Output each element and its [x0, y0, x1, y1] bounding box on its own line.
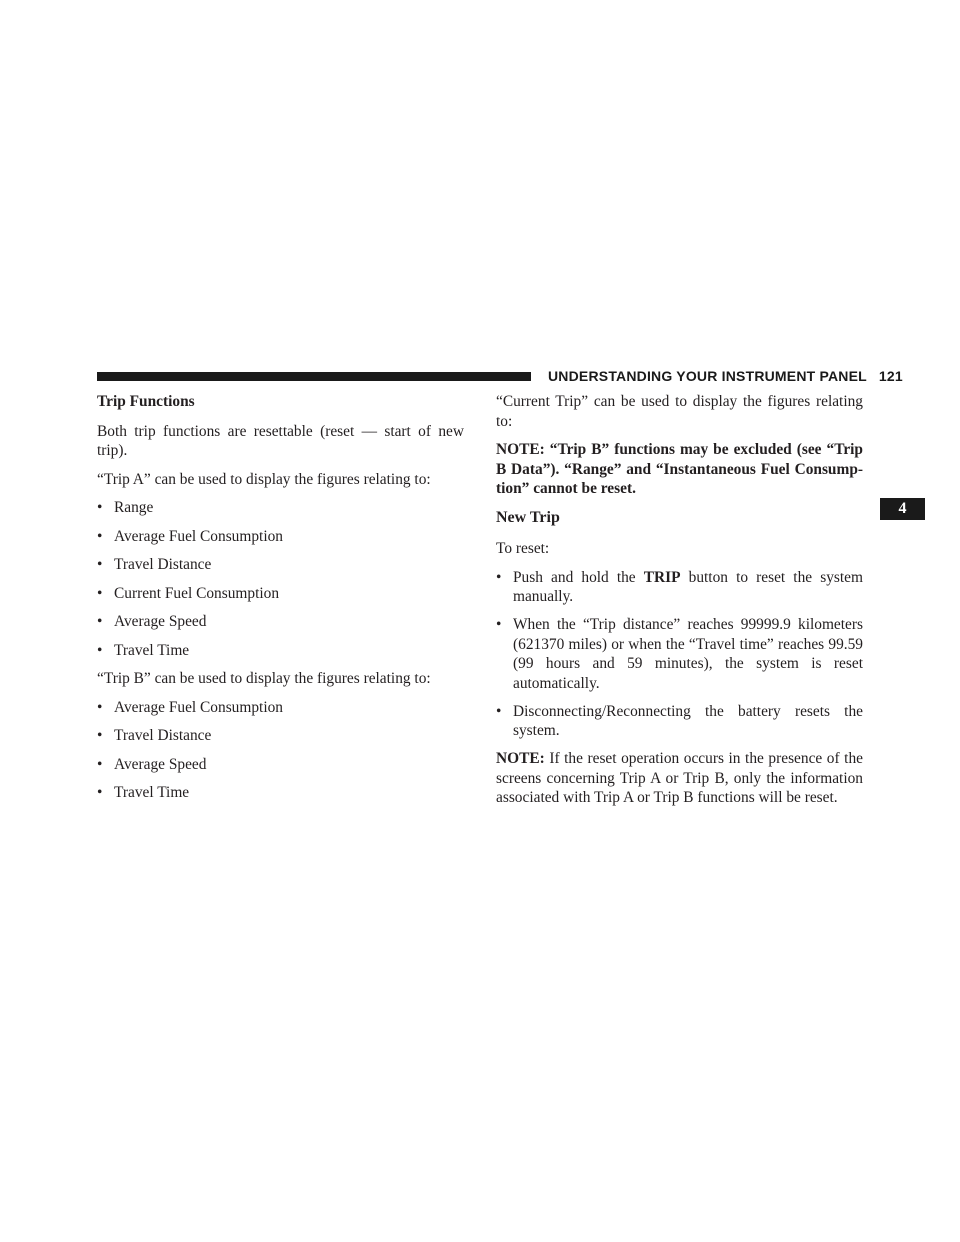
- running-header: [548, 368, 903, 384]
- list-item: • When the “Trip distance” reaches 99999.9 kilometers (621370 miles) or when the “Travel time” reaches 99.59 (99 hours and 59 minutes), the system is reset automatically.: [496, 616, 863, 692]
- bullet-icon: •: [496, 702, 502, 720]
- list-item: • Travel Time: [97, 784, 190, 801]
- right-column: [496, 392, 863, 808]
- section-title: UNDERSTANDING YOUR INSTRUMENT PANEL: [548, 368, 867, 384]
- list-item: • Travel Time: [97, 641, 190, 659]
- trip-a-intro: “Trip A” can be used to display the figures relating to:: [97, 470, 431, 488]
- bullet-icon: •: [97, 584, 103, 602]
- intro-paragraph: Both trip functions are resettable (reset — start of new trip).: [97, 422, 464, 459]
- header-rule: [97, 372, 531, 381]
- page-number: 121: [878, 368, 903, 384]
- list-item: • Travel Distance: [97, 556, 212, 573]
- chapter-tab[interactable]: 4: [880, 498, 925, 520]
- list-item: • Average Fuel Consumption: [97, 698, 283, 716]
- trip-b-list: [97, 698, 464, 803]
- trip-a-list: [97, 498, 464, 660]
- note-trip-b: NOTE: “Trip B” functions may be excluded (see “Trip B Data”). “Range” and “Instantaneous Fuel Consump- tion” cannot be reset.: [496, 441, 863, 497]
- bullet-icon: •: [97, 641, 103, 659]
- bullet-icon: •: [97, 784, 103, 801]
- bullet-icon: •: [97, 727, 103, 744]
- bullet-icon: •: [97, 698, 103, 716]
- reset-list: [496, 568, 863, 741]
- list-item: • Range: [97, 499, 154, 516]
- section-heading-new-trip: New Trip: [496, 508, 560, 526]
- bullet-icon: •: [97, 556, 103, 573]
- to-reset-label: To reset:: [496, 540, 550, 557]
- bullet-icon: •: [97, 755, 103, 773]
- bullet-icon: •: [496, 616, 502, 633]
- trip-button-keyword: TRIP: [643, 568, 681, 586]
- current-trip-paragraph: “Current Trip” can be used to display the figures relating to:: [496, 393, 863, 430]
- bullet-icon: •: [97, 527, 103, 545]
- list-item: • Average Speed: [97, 755, 207, 773]
- bullet-icon: •: [97, 613, 103, 630]
- list-item: • Average Speed: [97, 613, 207, 630]
- note-label: NOTE:: [496, 750, 545, 767]
- list-item: • Disconnecting/Reconnecting the battery resets the system.: [496, 702, 863, 739]
- bullet-icon: •: [97, 499, 103, 516]
- bullet-icon: •: [496, 568, 502, 586]
- list-item: • Average Fuel Consumption: [97, 527, 283, 545]
- list-item: • Push and hold the TRIP button to reset the system manually.: [496, 568, 863, 605]
- list-item: • Travel Distance: [97, 727, 212, 744]
- trip-b-intro: “Trip B” can be used to display the figures relating to:: [97, 670, 431, 687]
- note-reset-paragraph: NOTE: If the reset operation occurs in the presence of the screens concerning Trip A or Trip B, only the information associated with Trip A or Trip B functions will be reset.: [496, 750, 863, 806]
- list-item: • Current Fuel Consumption: [97, 584, 280, 602]
- section-heading-trip-functions: Trip Functions: [97, 393, 195, 410]
- left-column: [97, 392, 464, 812]
